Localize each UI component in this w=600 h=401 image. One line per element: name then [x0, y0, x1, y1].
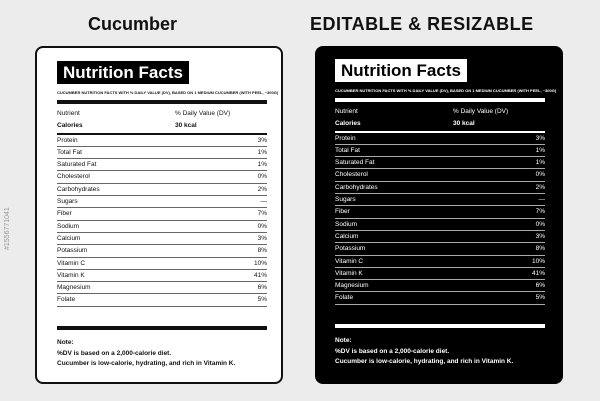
- nutrient-dv: 1%: [535, 159, 545, 167]
- nutrient-dv: —: [538, 196, 545, 204]
- calories-row: [335, 118, 545, 130]
- table-row: [335, 219, 545, 231]
- dv-header: % Daily Value (DV): [175, 110, 231, 117]
- nutrient-dv: 3%: [535, 134, 545, 142]
- table-row: [335, 182, 545, 194]
- nutrient-name: Total Fat: [57, 148, 82, 156]
- cucumber-heading: Cucumber: [88, 14, 178, 34]
- nutrient-name: Carbohydrates: [57, 185, 100, 193]
- table-row: [57, 245, 267, 257]
- table-row: [57, 184, 267, 196]
- calories-label: Calories: [335, 120, 361, 128]
- table-row: [57, 294, 267, 306]
- table-row: [335, 169, 545, 181]
- table-row: [335, 292, 545, 304]
- nutrient-dv: 8%: [535, 245, 545, 253]
- nutrition-label-dark: [315, 46, 563, 384]
- table-row: [335, 243, 545, 255]
- nutrient-name: Magnesium: [335, 282, 369, 290]
- stock-id-watermark: #1556771041: [4, 207, 11, 250]
- note-title: Note:: [335, 337, 352, 344]
- note-title: Note:: [57, 339, 74, 346]
- calories-value: 30 kcal: [453, 120, 475, 128]
- nutrient-name: Saturated Fat: [57, 161, 97, 169]
- nutrient-name: Vitamin K: [57, 271, 85, 279]
- nutrient-name: Sugars: [57, 198, 78, 206]
- thick-divider: [57, 326, 267, 330]
- thick-divider: [335, 98, 545, 102]
- nutrient-name: Sodium: [335, 220, 358, 228]
- nutrient-name: Vitamin C: [57, 259, 86, 267]
- nutrient-table: [57, 108, 267, 307]
- nutrient-name: Sugars: [335, 196, 356, 204]
- table-row: [335, 280, 545, 292]
- calories-label: Calories: [57, 122, 83, 130]
- nutrient-dv: 0%: [257, 173, 267, 181]
- nutrition-facts-title: Nutrition Facts: [57, 61, 189, 84]
- table-row: [335, 231, 545, 243]
- nutrient-dv: 1%: [257, 148, 267, 156]
- nutrient-dv: 5%: [535, 294, 545, 302]
- nutrient-dv: 6%: [535, 282, 545, 290]
- nutrient-rows: [335, 133, 545, 305]
- nutrient-dv: 7%: [535, 208, 545, 216]
- note-line: %DV is based on a 2,000-calorie diet.: [57, 349, 172, 357]
- table-row: [57, 270, 267, 282]
- nutrient-name: Folate: [335, 294, 354, 302]
- table-row: [335, 268, 545, 280]
- nutrient-name: Potassium: [57, 247, 88, 255]
- table-row: [335, 256, 545, 268]
- nutrient-name: Calcium: [335, 232, 359, 240]
- dv-header: % Daily Value (DV): [453, 108, 509, 115]
- nutrient-name: Protein: [335, 134, 356, 142]
- nutrient-dv: 41%: [253, 271, 267, 279]
- note-block: [57, 338, 235, 370]
- note-line: Cucumber is low-calorie, hydrating, and rich in Vitamin K.: [335, 358, 514, 365]
- nutrient-name: Fiber: [57, 210, 72, 218]
- table-row: [335, 157, 545, 169]
- table-row: [57, 135, 267, 147]
- nutrient-dv: 3%: [257, 234, 267, 242]
- nutrient-dv: 6%: [257, 284, 267, 292]
- table-header: [57, 108, 267, 120]
- nutrient-name: Cholesterol: [57, 173, 90, 181]
- nutrient-name: Magnesium: [57, 284, 91, 292]
- editable-resizable-heading: EDITABLE & RESIZABLE: [310, 14, 534, 34]
- nutrient-dv: 10%: [531, 257, 545, 265]
- nutrient-dv: 0%: [535, 171, 545, 179]
- nutrient-name: Calcium: [57, 234, 81, 242]
- table-row: [57, 282, 267, 294]
- nutrient-name: Cholesterol: [335, 171, 368, 179]
- table-row: [57, 159, 267, 171]
- nutrient-dv: 0%: [535, 220, 545, 228]
- nutrient-dv: 3%: [535, 232, 545, 240]
- note-line: %DV is based on a 2,000-calorie diet.: [335, 347, 450, 355]
- calories-value: 30 kcal: [175, 122, 197, 130]
- nutrient-dv: —: [260, 198, 267, 206]
- nutrient-dv: 8%: [257, 247, 267, 255]
- label-subtitle: CUCUMBER NUTRITION FACTS WITH % DAILY VALUE (DV), BASED ON 1 MEDIUM CUCUMBER (WITH PEEL, ~300G): [57, 90, 279, 95]
- nutrient-table: [335, 106, 545, 305]
- table-row: [335, 145, 545, 157]
- nutrient-dv: 2%: [535, 183, 545, 191]
- nutrient-name: Carbohydrates: [335, 183, 378, 191]
- nutrient-rows: [57, 135, 267, 307]
- table-row: [57, 258, 267, 270]
- table-row: [335, 194, 545, 206]
- nutrient-dv: 5%: [257, 296, 267, 304]
- thick-divider: [335, 324, 545, 328]
- nutrient-name: Fiber: [335, 208, 350, 216]
- note-line: Cucumber is low-calorie, hydrating, and rich in Vitamin K.: [57, 360, 236, 367]
- calories-row: [57, 120, 267, 132]
- nutrition-label-light: [35, 46, 283, 384]
- nutrient-dv: 7%: [257, 210, 267, 218]
- nutrient-name: Saturated Fat: [335, 159, 375, 167]
- table-row: [57, 147, 267, 159]
- nutrient-header: Nutrient: [57, 110, 80, 117]
- nutrient-dv: 1%: [535, 146, 545, 154]
- nutrient-dv: 41%: [531, 269, 545, 277]
- nutrient-name: Vitamin K: [335, 269, 363, 277]
- table-row: [57, 233, 267, 245]
- thick-divider: [57, 100, 267, 104]
- table-header: [335, 106, 545, 118]
- table-row: [57, 196, 267, 208]
- table-row: [335, 133, 545, 145]
- table-row: [335, 206, 545, 218]
- nutrient-dv: 10%: [253, 259, 267, 267]
- nutrient-dv: 1%: [257, 161, 267, 169]
- nutrient-header: Nutrient: [335, 108, 358, 115]
- nutrition-facts-title: Nutrition Facts: [335, 59, 467, 82]
- nutrient-dv: 2%: [257, 185, 267, 193]
- nutrient-name: Potassium: [335, 245, 366, 253]
- note-block: [335, 336, 513, 368]
- nutrient-dv: 3%: [257, 136, 267, 144]
- nutrient-name: Vitamin C: [335, 257, 364, 265]
- label-subtitle: CUCUMBER NUTRITION FACTS WITH % DAILY VALUE (DV), BASED ON 1 MEDIUM CUCUMBER (WITH PEEL, ~300G): [335, 88, 557, 93]
- table-row: [57, 208, 267, 220]
- nutrient-name: Total Fat: [335, 146, 360, 154]
- table-row: [57, 221, 267, 233]
- table-row: [57, 171, 267, 183]
- nutrient-name: Folate: [57, 296, 76, 304]
- nutrient-name: Protein: [57, 136, 78, 144]
- nutrient-name: Sodium: [57, 222, 80, 230]
- nutrient-dv: 0%: [257, 222, 267, 230]
